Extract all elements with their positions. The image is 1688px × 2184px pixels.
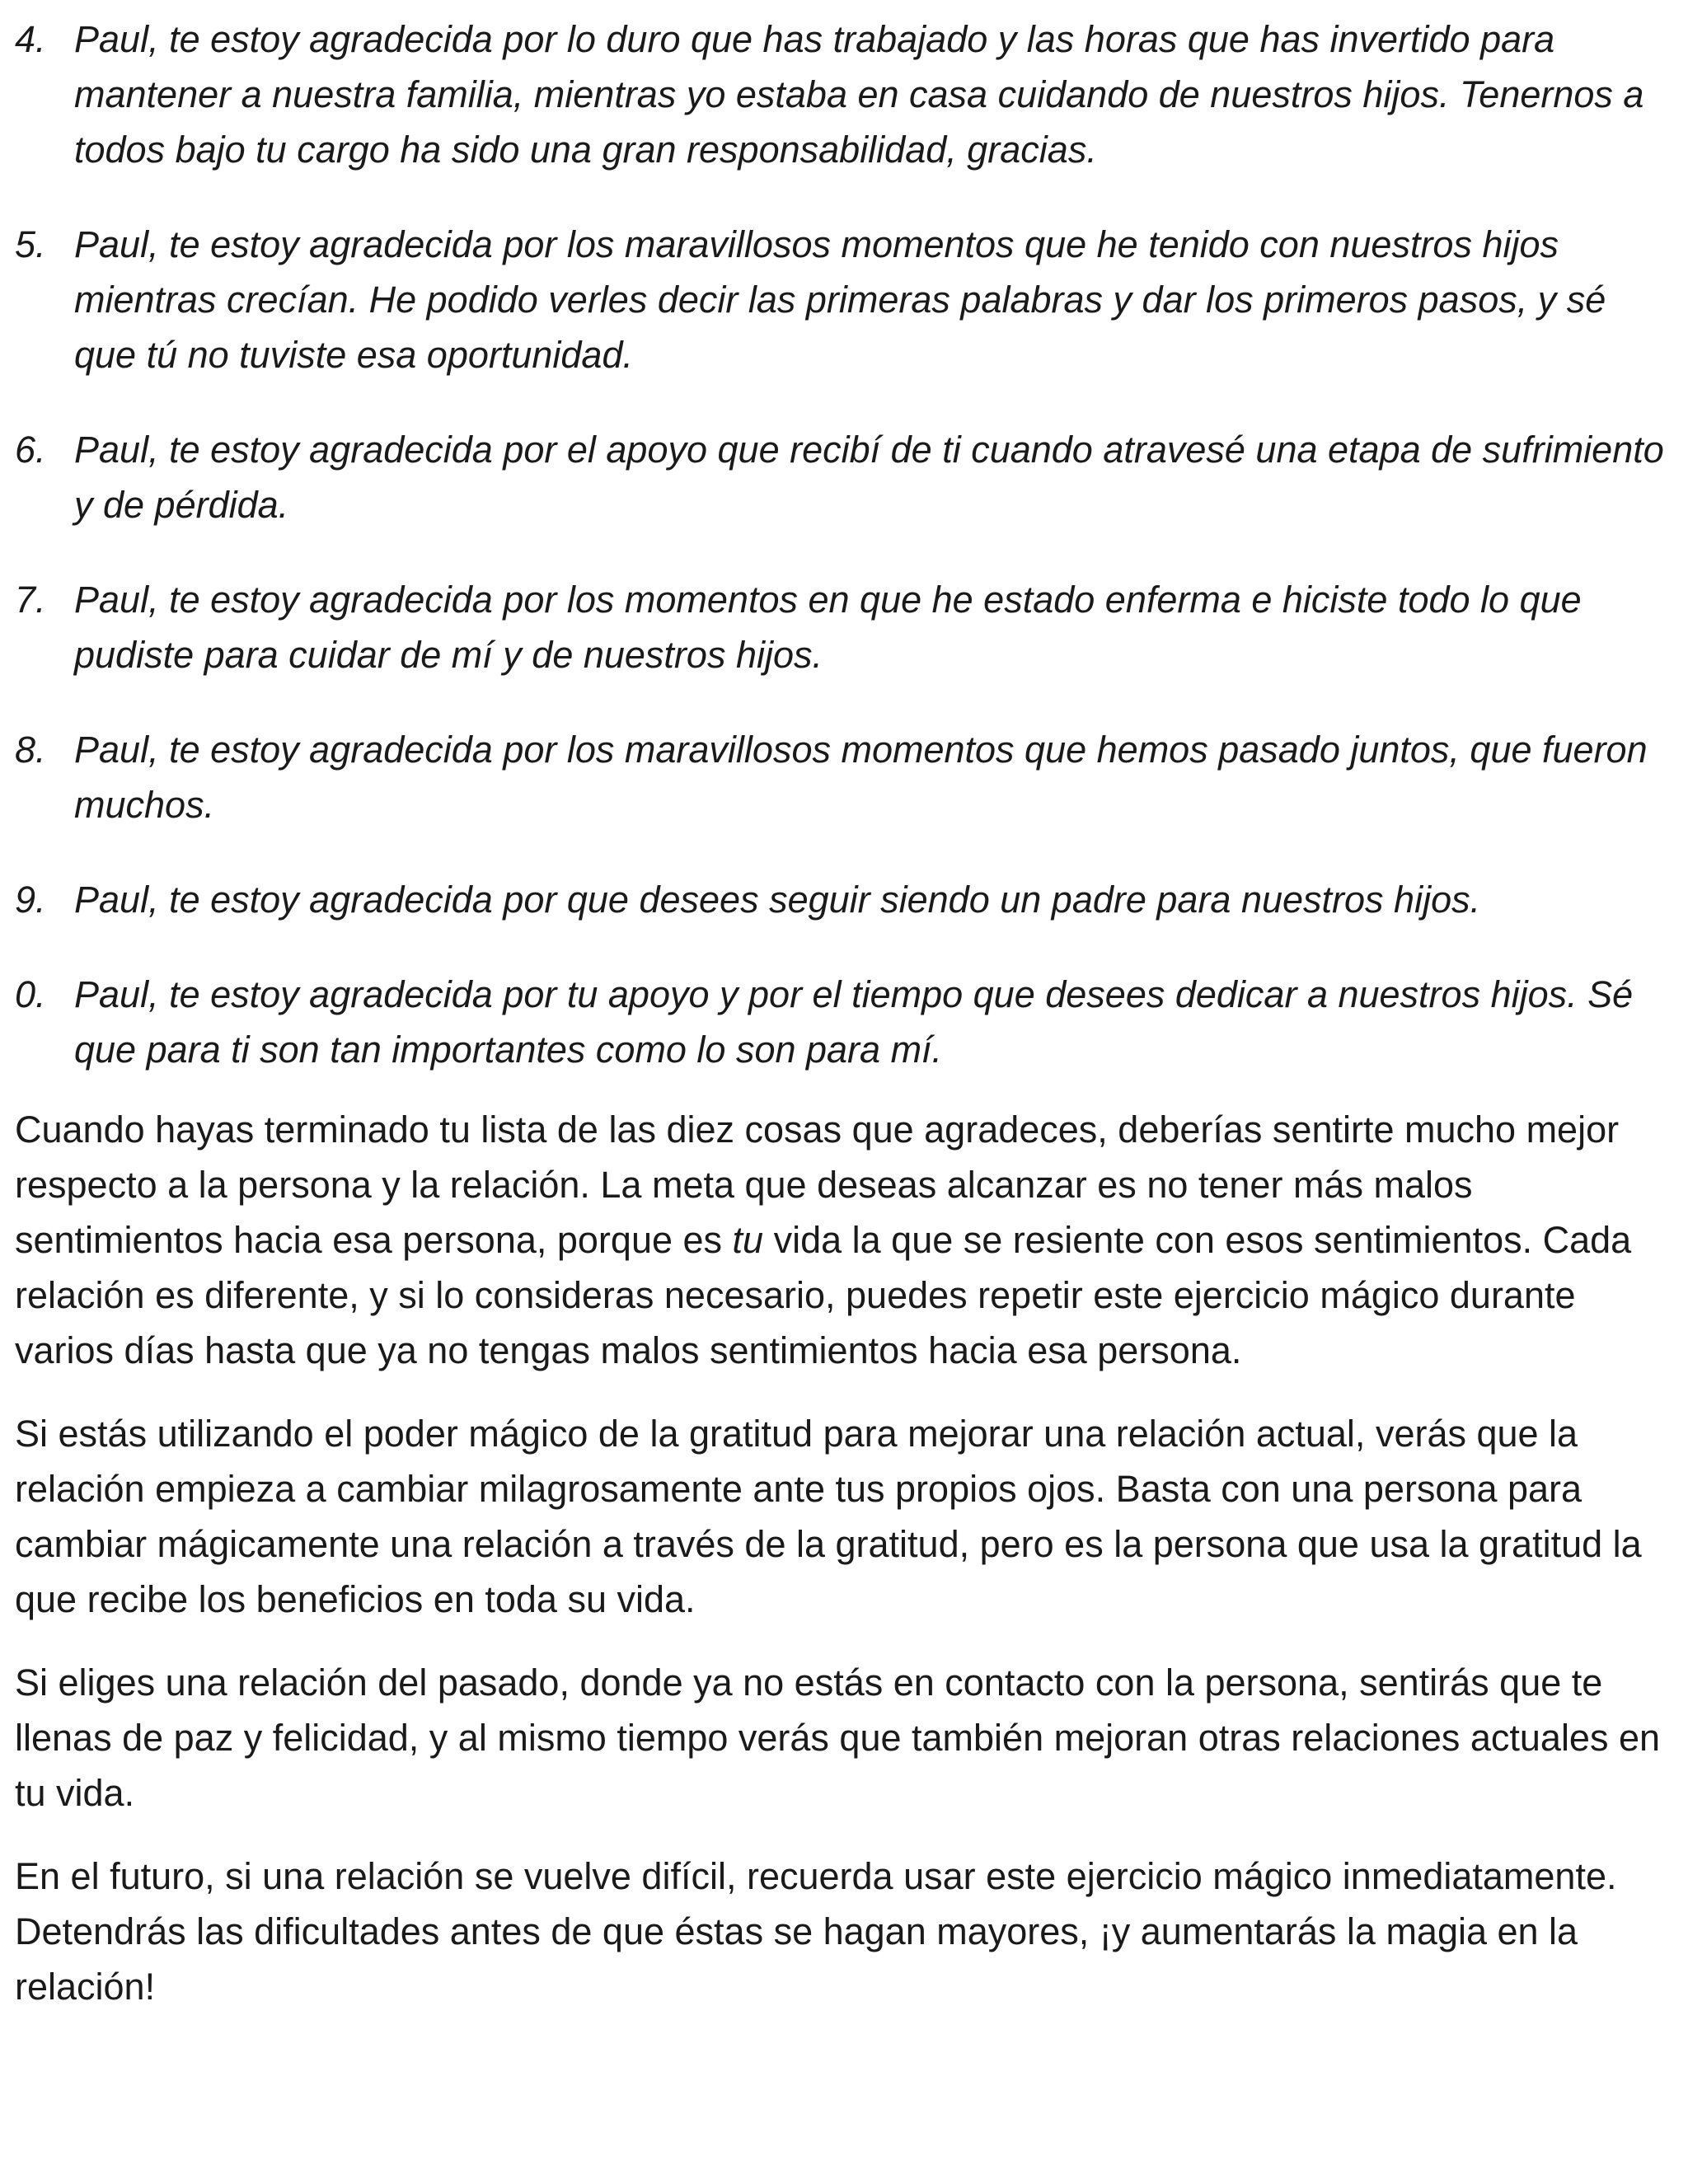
gratitude-list (15, 12, 1672, 1077)
list-item (15, 572, 1672, 682)
list-item-text: Paul, te estoy agradecida por tu apoyo y por el tiempo que desees dedicar a nuestros hijos. Sé que para ti son tan importantes como lo son para mí. (74, 973, 1634, 1071)
list-item-number: 7. (15, 579, 46, 621)
list-item-text: Paul, te estoy agradecida por los momentos en que he estado enferma e hiciste todo lo que pudiste para cuidar de mí y de nuestros hijos. (74, 579, 1582, 676)
list-item-text: Paul, te estoy agradecida por los maravillosos momentos que he tenido con nuestros hijos mientras crecían. He podido verles decir las primeras palabras y dar los primeros pasos, y sé que tú no tuviste esa oportunidad. (74, 223, 1606, 376)
list-item (15, 12, 1672, 177)
list-item (15, 422, 1672, 532)
list-item-number: 4. (15, 18, 46, 60)
list-item (15, 872, 1672, 927)
paragraph-list-complete (15, 1102, 1672, 1378)
list-item (15, 722, 1672, 832)
list-item-number: 8. (15, 729, 46, 771)
paragraph-text: Cuando hayas terminado tu lista de las diez cosas que agradeces, deberías sentirte mucho mejor respecto a la persona y la relación. La meta que deseas alcanzar es no tener más malos sentimientos hacia esa persona, porque es (15, 1108, 1620, 1261)
list-item-text: Paul, te estoy agradecida por los maravillosos momentos que hemos pasado juntos, que fueron muchos. (74, 729, 1648, 826)
list-item-number: 9. (15, 879, 46, 921)
list-item (15, 967, 1672, 1077)
list-item-number: 6. (15, 429, 46, 471)
paragraph-emphasis: tu (732, 1219, 764, 1261)
list-item (15, 217, 1672, 382)
list-item-text: Paul, te estoy agradecida por el apoyo que recibí de ti cuando atravesé una etapa de sufrimiento y de pérdida. (74, 429, 1664, 526)
paragraph-text: vida la que se resiente con esos sentimientos. Cada relación es diferente, y si lo consideras necesario, puedes repetir este ejercicio mágico durante varios días hasta que ya no tengas malos sentimientos hacia esa persona. (15, 1219, 1632, 1371)
list-item-number: 5. (15, 223, 46, 265)
list-item-number: 0. (15, 973, 46, 1015)
paragraph-past-relationship: Si eliges una relación del pasado, donde ya no estás en contacto con la persona, sentirás que te llenas de paz y felicidad, y al mismo tiempo verás que también mejoran otras relaciones actuales en tu vida. (15, 1661, 1661, 1814)
list-item-text: Paul, te estoy agradecida por lo duro que has trabajado y las horas que has invertido para mantener a nuestra familia, mientras yo estaba en casa cuidando de nuestros hijos. Tenernos a todos bajo tu cargo ha sido una gran responsabilidad, gracias. (74, 18, 1644, 171)
list-item-text: Paul, te estoy agradecida por que desees seguir siendo un padre para nuestros hijos. (74, 879, 1481, 921)
paragraph-current-relationship: Si estás utilizando el poder mágico de la gratitud para mejorar una relación actual, verás que la relación empieza a cambiar milagrosamente ante tus propios ojos. Basta con una persona para cambiar mágicamente una relación a través de la gratitud, pero es la persona que usa la gratitud la que recibe los beneficios en toda su vida. (15, 1413, 1642, 1620)
paragraph-future: En el futuro, si una relación se vuelve difícil, recuerda usar este ejercicio mágico inmediatamente. Detendrás las dificultades antes de que éstas se hagan mayores, ¡y aumentarás la magia en la relación! (15, 1855, 1617, 2008)
